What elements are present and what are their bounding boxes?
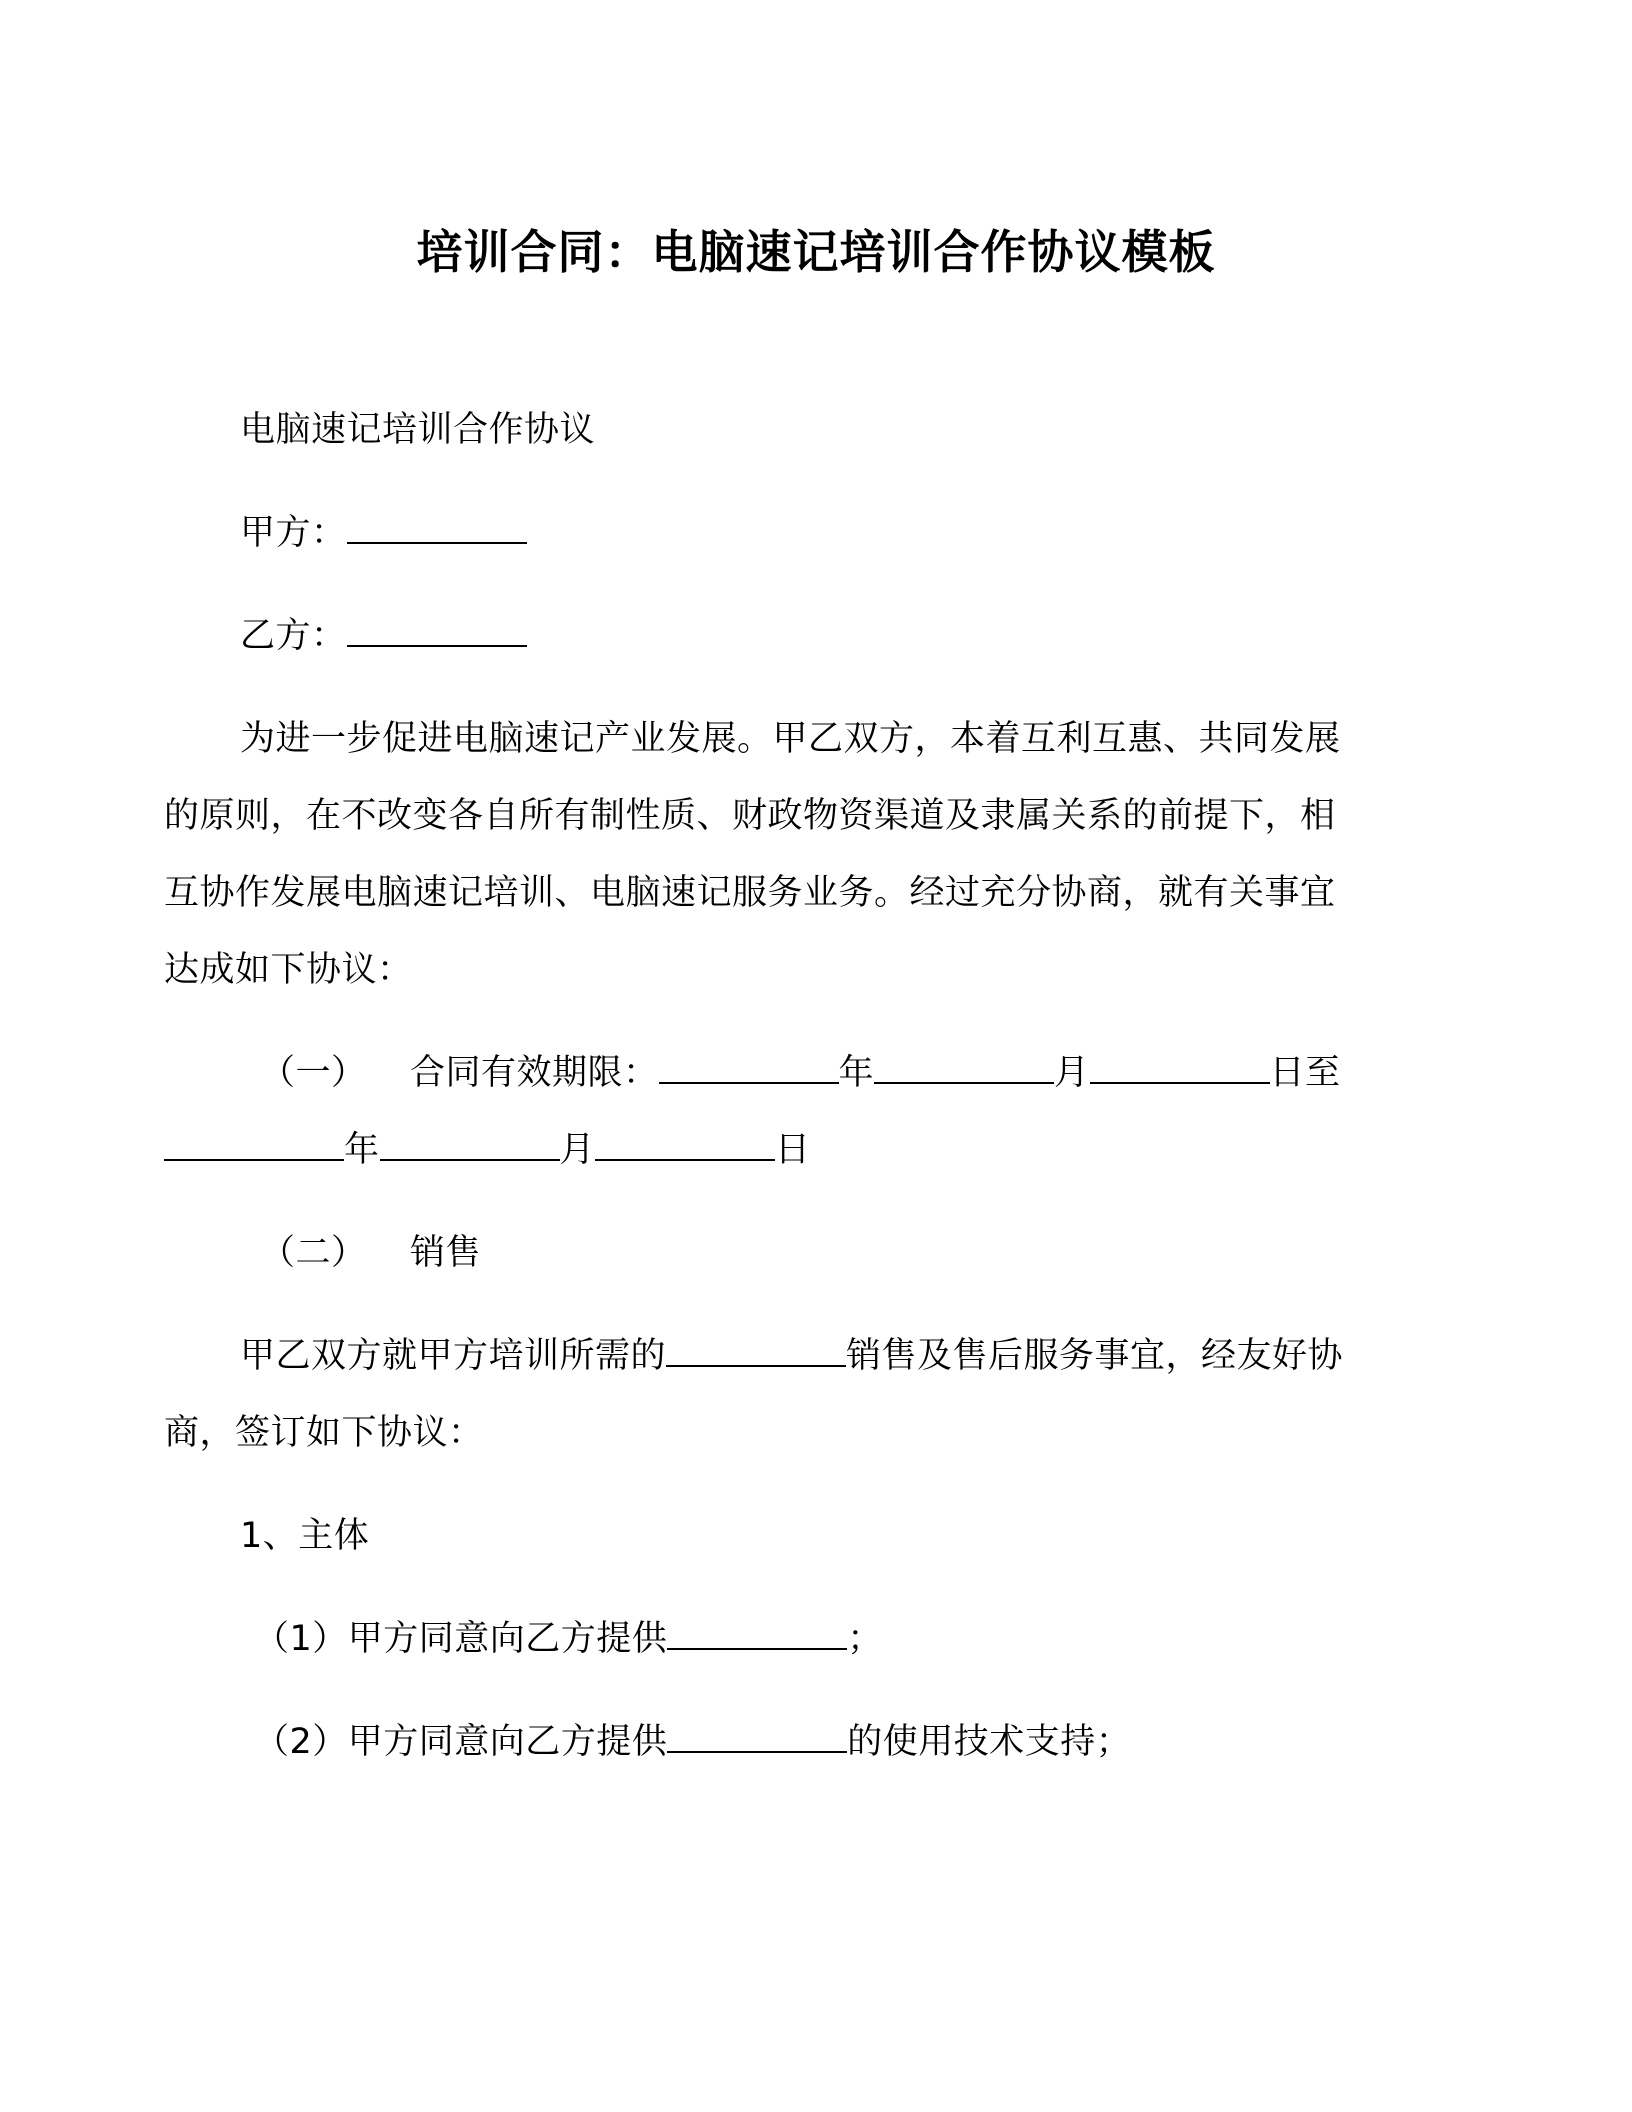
end-month-blank[interactable] — [380, 1125, 560, 1161]
end-day-unit: 日 — [775, 1130, 811, 1170]
sales-intro-after: 销售及售后服务事宜，经友好协商，签订如下协议： — [164, 1336, 1344, 1453]
item-2-blank[interactable] — [667, 1717, 847, 1753]
section-1-heading-text: 1、主体 — [240, 1516, 370, 1556]
start-year-unit: 年 — [838, 1053, 875, 1093]
clause-1-term — [164, 1035, 1358, 1189]
party-a-blank[interactable] — [347, 508, 527, 544]
item-2-after: 的使用技术支持； — [847, 1722, 1132, 1762]
document-body — [164, 392, 1358, 1807]
sales-item-blank[interactable] — [666, 1331, 846, 1367]
clause-1-label: 合同有效期限： — [410, 1053, 659, 1093]
clause-1-number: （一） — [260, 1053, 367, 1093]
start-day-blank[interactable] — [1090, 1048, 1270, 1084]
end-day-blank[interactable] — [595, 1125, 775, 1161]
item-2 — [254, 1704, 1358, 1781]
party-b-blank[interactable] — [347, 611, 527, 647]
party-b-label: 乙方： — [240, 616, 347, 656]
clause-2-number: （二） — [260, 1233, 367, 1273]
item-1-after: ； — [847, 1619, 883, 1659]
start-month-blank[interactable] — [874, 1048, 1054, 1084]
start-day-to-unit: 日至 — [1269, 1053, 1341, 1093]
agreement-subtitle — [240, 392, 1358, 469]
sales-intro-paragraph — [164, 1318, 1358, 1472]
party-b-line — [240, 598, 1358, 675]
item-1 — [254, 1601, 1358, 1678]
section-1-heading — [240, 1498, 1358, 1575]
end-year-unit: 年 — [344, 1130, 380, 1170]
item-2-before: （2）甲方同意向乙方提供 — [254, 1722, 668, 1762]
preamble-paragraph — [164, 701, 1358, 1009]
party-a-label: 甲方： — [240, 513, 347, 553]
clause-2-label: 销售 — [410, 1233, 482, 1273]
sales-intro-before: 甲乙双方就甲方培训所需的 — [240, 1336, 667, 1376]
end-month-unit: 月 — [559, 1130, 596, 1170]
preamble-text: 为进一步促进电脑速记产业发展。甲乙双方，本着互利互惠、共同发展的原则，在不改变各自所有制性质、财政物资渠道及隶属关系的前提下，相互协作发展电脑速记培训、电脑速记服务业务。经过充分协商，就有关事宜达成如下协议： — [164, 719, 1341, 990]
party-a-line — [240, 495, 1358, 572]
end-year-blank[interactable] — [164, 1125, 344, 1161]
agreement-subtitle-text: 电脑速记培训合作协议 — [240, 410, 596, 450]
start-month-unit: 月 — [1054, 1053, 1090, 1093]
clause-2-sales — [260, 1215, 1358, 1292]
start-year-blank[interactable] — [659, 1048, 839, 1084]
document-title: 培训合同：电脑速记培训合作协议模板 — [416, 225, 1216, 279]
item-1-before: （1）甲方同意向乙方提供 — [254, 1619, 668, 1659]
item-1-blank[interactable] — [667, 1614, 847, 1650]
